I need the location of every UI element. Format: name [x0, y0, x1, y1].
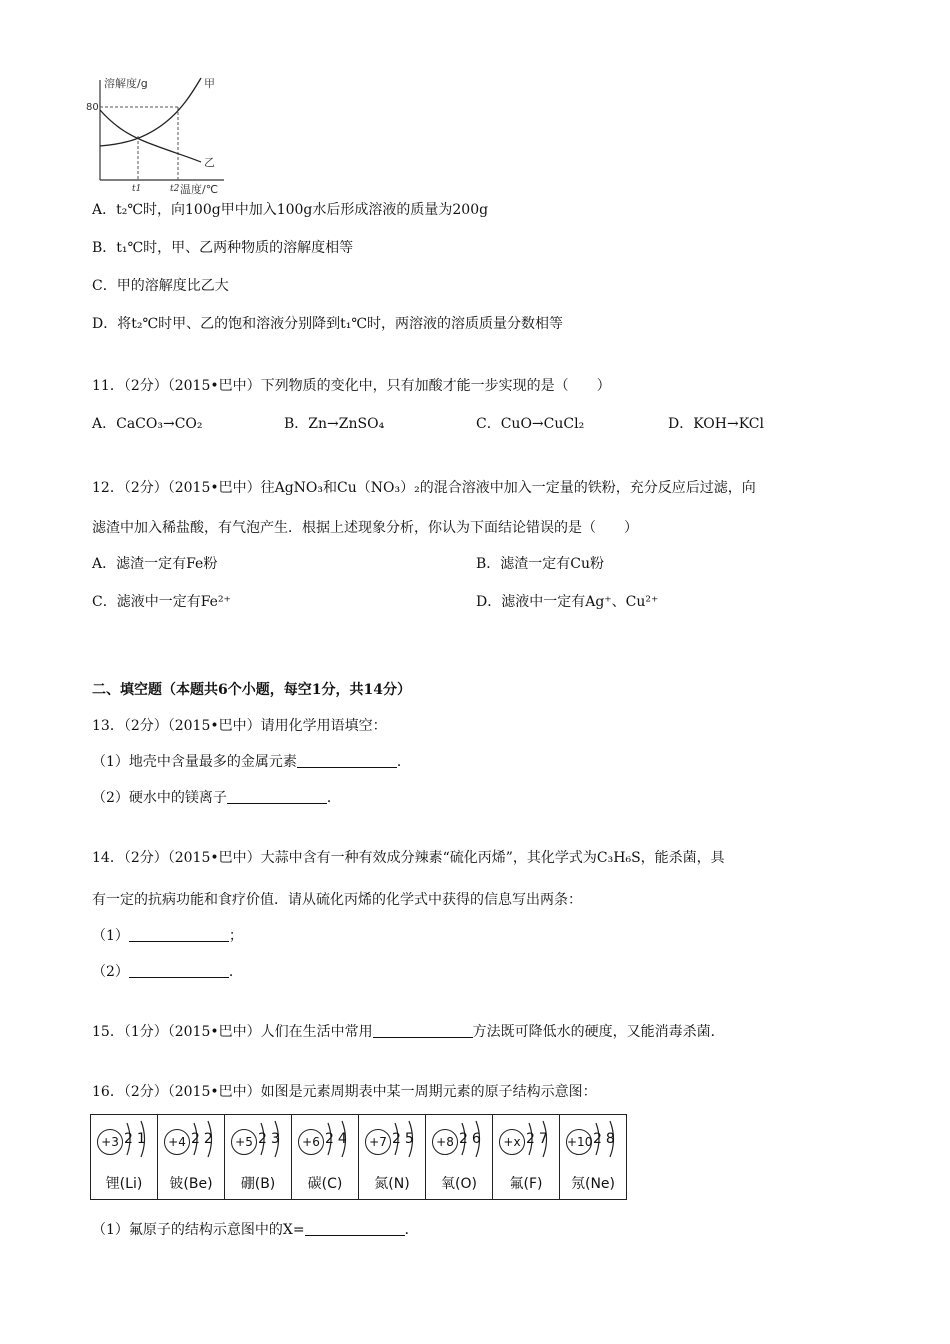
atom-diagram — [359, 1115, 425, 1199]
solubility-chart — [86, 70, 226, 195]
atom-diagram — [158, 1115, 224, 1199]
atomic-structure-row — [91, 1115, 627, 1200]
atom-cell — [359, 1115, 426, 1200]
atom-cell — [493, 1115, 560, 1200]
nucleus-circle: +8 — [432, 1129, 458, 1155]
q12-stem-line1: 12．（2分）（2015•巴中）往AgNO₃和Cu（NO₃）₂的混合溶液中加入一定量的铁粉，充分反应后过滤，向 — [92, 480, 756, 496]
electron-shells: 24 — [325, 1131, 351, 1147]
nucleus-circle: +6 — [298, 1129, 324, 1155]
element-name: 氖(Ne) — [570, 1176, 615, 1192]
x-tick-t1: t1 — [132, 184, 142, 194]
atom-cell — [225, 1115, 292, 1200]
element-name: 氮(N) — [374, 1176, 410, 1192]
electron-shells: 27 — [526, 1131, 552, 1147]
q12-option-d: D．滤液中一定有Ag⁺、Cu²⁺ — [476, 594, 659, 610]
electron-shells: 21 — [124, 1131, 150, 1147]
q11-stem: 11．（2分）（2015•巴中）下列物质的变化中，只有加酸才能一步实现的是（ ） — [92, 378, 611, 394]
atom-cell — [91, 1115, 158, 1200]
q14-part1: （1） ； — [92, 928, 243, 944]
q12-stem-line2: 滤渣中加入稀盐酸，有气泡产生．根据上述现象分析，你认为下面结论错误的是（ ） — [92, 520, 638, 536]
nucleus-circle: +x — [499, 1129, 525, 1155]
element-name: 硼(B) — [240, 1176, 276, 1192]
series-yi-label: 乙 — [204, 156, 215, 169]
q13-part1-text: （1）地壳中含量最多的金属元素 — [92, 754, 297, 770]
q11-option-b: B．Zn→ZnSO₄ — [284, 416, 385, 432]
atom-cell — [426, 1115, 493, 1200]
nucleus-circle: +5 — [231, 1129, 257, 1155]
q13-part1: （1）地壳中含量最多的金属元素 ． — [92, 754, 411, 770]
atom-diagram — [292, 1115, 358, 1199]
q10-option-a: A．t₂℃时，向100g甲中加入100g水后形成溶液的质量为200g — [92, 202, 489, 218]
x-axis-label: 温度/℃ — [180, 183, 219, 195]
q16-part1: （1）氟原子的结构示意图中的X= ． — [92, 1222, 419, 1238]
electron-shells: 22 — [191, 1131, 217, 1147]
electron-shells: 25 — [392, 1131, 418, 1147]
nucleus-circle: +3 — [97, 1129, 123, 1155]
q10-option-d: D．将t₂℃时甲、乙的饱和溶液分别降到t₁℃时，两溶液的溶质质量分数相等 — [92, 316, 564, 332]
q12-option-c: C．滤液中一定有Fe²⁺ — [92, 594, 231, 610]
atom-cell — [560, 1115, 627, 1200]
element-name: 锂(Li) — [105, 1176, 143, 1192]
q13-part1-blank[interactable] — [297, 753, 397, 768]
q14-part2-text: （2） — [92, 964, 129, 980]
q14-part2-blank[interactable] — [129, 963, 229, 978]
atom-cell — [158, 1115, 225, 1200]
q11-option-c: C．CuO→CuCl₂ — [476, 416, 585, 432]
element-name: 碳(C) — [307, 1176, 343, 1192]
q11-option-a: A．CaCO₃→CO₂ — [92, 416, 203, 432]
electron-shells: 23 — [258, 1131, 284, 1147]
q11-option-d: D．KOH→KCl — [668, 416, 764, 432]
q13-part2-text: （2）硬水中的镁离子 — [92, 790, 227, 806]
element-name: 铍(Be) — [169, 1176, 213, 1192]
atom-diagram — [91, 1115, 157, 1199]
atom-diagram — [426, 1115, 492, 1199]
q16-part1-text: （1）氟原子的结构示意图中的X= — [92, 1222, 305, 1238]
q15-text-after: 方法既可降低水的硬度，又能消毒杀菌． — [472, 1024, 725, 1040]
atom-diagram — [560, 1115, 626, 1199]
q12-option-a: A．滤渣一定有Fe粉 — [92, 556, 218, 572]
q16-stem: 16．（2分）（2015•巴中）如图是元素周期表中某一周期元素的原子结构示意图： — [92, 1084, 597, 1100]
atomic-structure-table — [90, 1114, 627, 1200]
q10-option-c: C．甲的溶解度比乙大 — [92, 278, 229, 294]
q15-stem — [92, 1022, 725, 1042]
series-yi-line — [100, 110, 201, 162]
q14-part2: （2） ． — [92, 964, 243, 980]
q14-stem-line2: 有一定的抗病功能和食疗价值．请从硫化丙烯的化学式中获得的信息写出两条： — [92, 892, 582, 908]
series-jia-label: 甲 — [204, 77, 215, 90]
electron-shells: 28 — [593, 1131, 619, 1147]
nucleus-circle: +4 — [164, 1129, 190, 1155]
q13-stem: 13．（2分）（2015•巴中）请用化学用语填空： — [92, 718, 387, 734]
q15-blank[interactable] — [373, 1023, 473, 1038]
q13-part2: （2）硬水中的镁离子 ． — [92, 790, 341, 806]
q14-part1-blank[interactable] — [129, 927, 229, 942]
atom-diagram — [225, 1115, 291, 1199]
q12-option-b: B．滤渣一定有Cu粉 — [476, 556, 605, 572]
atom-cell — [292, 1115, 359, 1200]
q16-part1-blank[interactable] — [305, 1221, 405, 1236]
y-axis-label: 溶解度/g — [104, 77, 148, 90]
section-heading: 二、填空题（本题共6个小题，每空1分，共14分） — [92, 682, 411, 698]
x-tick-t2: t2 — [170, 184, 180, 194]
y-tick-80: 80 — [86, 102, 99, 113]
element-name: 氟(F) — [509, 1176, 543, 1192]
nucleus-circle: +10 — [566, 1129, 592, 1155]
q14-part1-text: （1） — [92, 928, 129, 944]
element-name: 氧(O) — [441, 1176, 477, 1192]
q15-text-before: 15．（1分）（2015•巴中）人们在生活中常用 — [92, 1024, 373, 1040]
q13-part2-blank[interactable] — [227, 789, 327, 804]
q10-option-b: B．t₁℃时，甲、乙两种物质的溶解度相等 — [92, 240, 354, 256]
q14-stem-line1: 14．（2分）（2015•巴中）大蒜中含有一种有效成分辣素“硫化丙烯”，其化学式为C₃H₆S，能杀菌，具 — [92, 850, 725, 866]
atom-diagram — [493, 1115, 559, 1199]
electron-shells: 26 — [459, 1131, 485, 1147]
nucleus-circle: +7 — [365, 1129, 391, 1155]
